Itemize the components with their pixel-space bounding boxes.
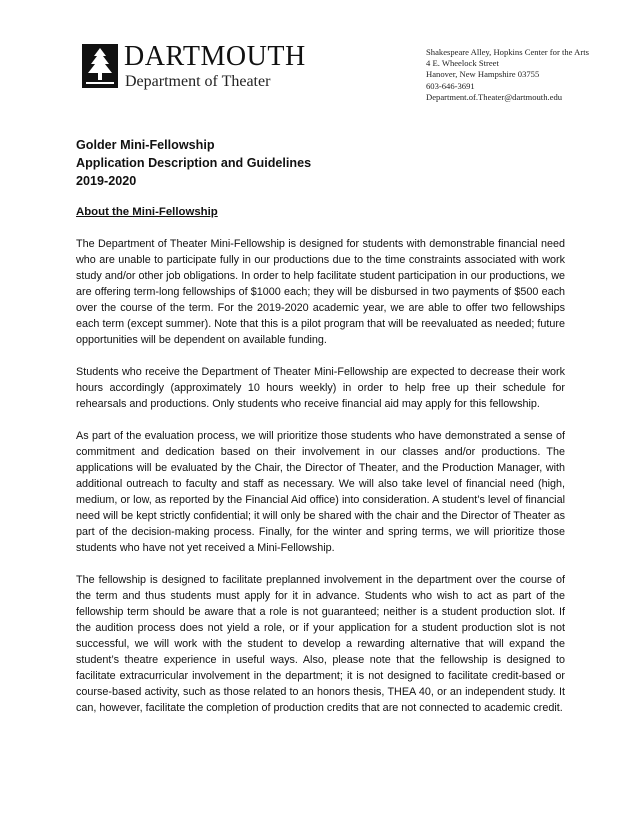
address-line-phone: 603-646-3691 [426,80,475,91]
logo-name: DARTMOUTH [124,41,306,72]
paragraph-involvement: The fellowship is designed to facilitate preplanned involvement in the department over the course of the term and thus students must apply for it in advance. Students who wish to act as part of the fellowship term should be aware that a role is not guaranteed; neither is a student production slot. If the audition process does not yield a role, or if your application for a student production slot is not successful, we will work with the student to develop a rewarding alternative that will expand the student’s theatre experience in useful ways. Also, please note that the fellowship is designed to facilitate extracurricular involvement in the department; it is not designed to facilitate credit-based or course-based activity, such as those related to an honors thesis, THEA 40, or an independent study. It can, however, facilitate the completion of production credits that are not connected to academic credit. [76,574,565,714]
address-block [426,47,589,103]
title-line-program: Golder Mini-Fellowship [76,138,215,152]
paragraph-overview: The Department of Theater Mini-Fellowship is designed for students with demonstrable financial need who are unable to participate fully in our productions due to the time constraints associated with work study and/or other job obligations. In order to help facilitate student participation in our productions, we are offering term-long fellowships of $1000 each; they will be disbursed in two payments of $500 each over the course of the term. For the 2019-2020 academic year, we are able to offer two fellowships each term (except summer). Note that this is a pilot program that will be reevaluated as needed; future opportunities will be dependent on available funding. [76,238,565,346]
title-line-subtitle: Application Description and Guidelines [76,156,312,170]
address-line-number: 4 E. Wheelock Street [426,58,499,69]
title-line-year: 2019-2020 [76,174,137,188]
document-title [76,136,311,190]
pine-tree-icon [82,44,118,88]
paragraph-evaluation: As part of the evaluation process, we will prioritize those students who have demonstrated a sense of commitment and dedication based on their involvement in our classes and/or productions. The applications will be evaluated by the Chair, the Director of Theater, and the Production Manager, with additional outreach to faculty and staff as necessary. We will also take level of financial need (high, medium, or low, as reported by the Financial Aid office) into consideration. A student’s level of financial need will be kept strictly confidential; it will only be shared with the chair and the Director of Theater as part of the decision-making process. Finally, for the winter and spring terms, we will prioritize those students who have not yet received a Mini-Fellowship. [76,430,565,554]
address-line-email[interactable]: Department.of.Theater@dartmouth.edu [426,91,563,102]
address-line-city: Hanover, New Hampshire 03755 [426,69,540,80]
body-text [76,236,565,732]
address-line-street: Shakespeare Alley, Hopkins Center for the Arts [426,47,589,57]
dartmouth-logo [82,42,312,92]
logo-department: Department of Theater [125,73,271,90]
paragraph-expectations: Students who receive the Department of Theater Mini-Fellowship are expected to decrease their work hours accordingly (approximately 10 hours weekly) in order to help free up their schedule for rehearsals and productions. Only students who receive financial aid may apply for this fellowship. [76,366,565,410]
section-heading: About the Mini-Fellowship [76,206,218,218]
